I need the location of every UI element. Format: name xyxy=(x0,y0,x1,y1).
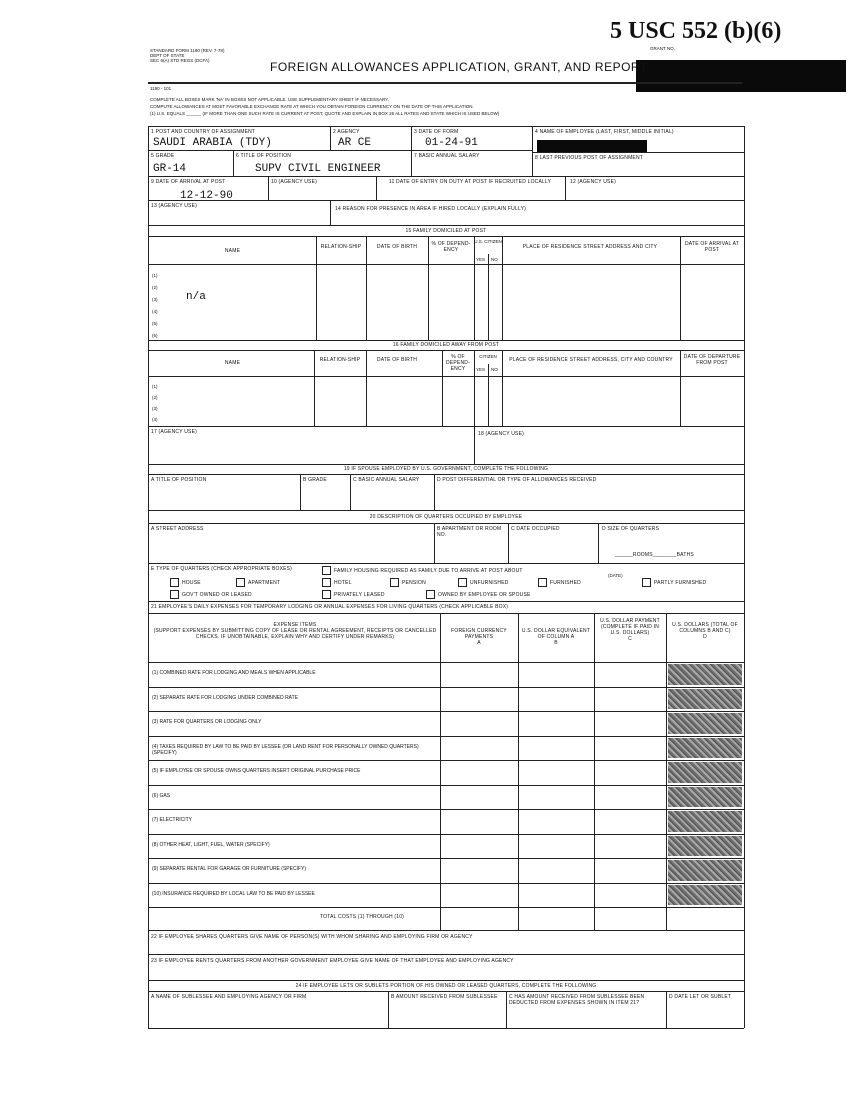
section-22-label: 22 IF EMPLOYEE SHARES QUARTERS GIVE NAME OF PERSON(S) WITH WHOM SHARING AND EMPLOYING FIRM OR AGENCY xyxy=(151,934,473,940)
expense-item-label: (1) COMBINED RATE FOR LODGING AND MEALS WHEN APPLICABLE xyxy=(152,670,316,676)
expense-row-divider xyxy=(148,711,744,712)
apartment-label: B APARTMENT OR ROOM NO. xyxy=(437,526,502,538)
total-costs-label: TOTAL COSTS (1) THROUGH (10) xyxy=(320,914,405,920)
date-of-form-label: 3 DATE OF FORM xyxy=(414,129,459,135)
date-sublet-label: D DATE LET OR SUBLET xyxy=(669,994,732,1000)
apartment-option[interactable] xyxy=(236,578,280,587)
expense-item-label: (3) RATE FOR QUARTERS OR LODGING ONLY xyxy=(152,719,262,725)
expense-row-divider xyxy=(148,834,744,835)
s16-relationship-header: RELATION-SHIP xyxy=(319,357,361,363)
expense-item-label: (5) IF EMPLOYEE OR SPOUSE OWNS QUARTERS INSERT ORIGINAL PURCHASE PRICE xyxy=(152,768,361,774)
s15-dependency-header: % OF DEPEND-ENCY xyxy=(431,241,471,253)
sublessee-name-label: A NAME OF SUBLESSEE AND EMPLOYING AGENCY OR FIRM xyxy=(151,994,307,1000)
agency-use-13-label: 13 (AGENCY USE) xyxy=(151,203,197,209)
expense-row-divider xyxy=(148,883,744,884)
position-title-value: SUPV CIVIL ENGINEER xyxy=(255,163,381,175)
grade-label: 5 GRADE xyxy=(151,153,175,159)
expense-item-label: (6) GAS xyxy=(152,792,171,799)
family-housing-option[interactable] xyxy=(322,566,523,575)
expense-item-label: (8) OTHER HEAT, LIGHT, FUEL, WATER (SPECIFY) xyxy=(152,841,270,848)
expense-row-divider xyxy=(148,785,744,786)
grant-number-label: GRANT NO. xyxy=(650,46,675,51)
date-occupied-label: C DATE OCCUPIED xyxy=(511,526,560,532)
expense-row-divider xyxy=(148,809,744,810)
furnished-checkbox[interactable] xyxy=(538,578,547,587)
spouse-salary-label: C BASIC ANNUAL SALARY xyxy=(353,477,420,483)
s16-name-header: NAME xyxy=(224,360,241,366)
arrival-date-value: 12-12-90 xyxy=(180,190,233,202)
section-24-title: 24 IF EMPLOYEE LETS OR SUBLETS PORTION OF HIS OWNED OR LEASED QUARTERS, COMPLETE THE FOLLOWING xyxy=(295,983,597,989)
agency-use-10-label: 10 (AGENCY USE) xyxy=(271,179,317,185)
redacted-total-cell xyxy=(668,713,742,734)
agency-value: AR CE xyxy=(338,137,372,149)
date-of-form-value: 01-24-91 xyxy=(425,137,478,149)
s15-yes-header: YES xyxy=(476,257,486,262)
furnished-option[interactable] xyxy=(538,578,581,587)
redacted-total-cell xyxy=(668,738,742,759)
expense-row-divider xyxy=(148,907,744,908)
apartment-option-label: APARTMENT xyxy=(248,579,281,586)
s16-residence-header: PLACE OF RESIDENCE STREET ADDRESS, CITY AND COUNTRY xyxy=(509,357,673,363)
redacted-total-cell xyxy=(668,885,742,906)
govt-owned-checkbox[interactable] xyxy=(170,590,179,599)
family-housing-checkbox[interactable] xyxy=(322,566,331,575)
govt-owned-option[interactable] xyxy=(170,590,252,599)
s15-citizen-header: U.S. CITIZEN xyxy=(474,239,502,244)
rooms-baths-line: ______ROOMS________BATHS xyxy=(615,552,694,558)
partly-furnished-checkbox[interactable] xyxy=(642,578,651,587)
hotel-checkbox[interactable] xyxy=(322,578,331,587)
redacted-total-cell xyxy=(668,689,742,710)
form-code: 1190 - 101 xyxy=(150,86,172,91)
s15-relationship-header: RELATION-SHIP xyxy=(320,244,362,250)
col-b-header: U.S. DOLLAR EQUIVALENT OF COLUMN A B xyxy=(521,628,591,646)
redaction-block xyxy=(636,60,846,92)
house-label: HOUSE xyxy=(182,579,201,586)
house-option[interactable] xyxy=(170,578,201,587)
govt-owned-label: GOV'T OWNED OR LEASED xyxy=(182,591,252,598)
privately-leased-option[interactable] xyxy=(322,590,385,599)
redacted-total-cell xyxy=(668,762,742,783)
pension-checkbox[interactable] xyxy=(390,578,399,587)
s16-row-numbers: (1) (2) (3) (4) xyxy=(152,384,158,422)
s15-row-numbers: (1) (2) (3) (4) (5) (6) xyxy=(152,273,158,338)
redacted-total-cell xyxy=(668,787,742,808)
expense-row-divider xyxy=(148,760,744,761)
s16-departure-header: DATE OF DEPARTURE FROM POST xyxy=(683,354,741,366)
spouse-allowances-label: D POST DIFFERENTIAL OR TYPE OF ALLOWANCES RECEIVED xyxy=(437,477,597,483)
size-of-quarters-label: D SIZE OF QUARTERS xyxy=(602,526,660,532)
type-of-quarters-label: E TYPE OF QUARTERS (CHECK APPROPRIATE BOXES) xyxy=(151,566,293,572)
instructions-line-1: COMPLETE ALL BOXES MARK 'NA' IN BOXES NOT APPLICABLE. USE SUPPLEMENTARY SHEET IF NECESSARY. xyxy=(150,97,389,102)
unfurnished-label: UNFURNISHED xyxy=(470,579,509,586)
s15-dob-header: DATE OF BIRTH xyxy=(376,244,418,250)
col-c-header: U.S. DOLLAR PAYMENT (COMPLETE IF PAID IN U.S. DOLLARS) C xyxy=(600,618,660,642)
redacted-total-cell xyxy=(668,836,742,857)
agency-label: 2 AGENCY xyxy=(333,129,360,135)
s16-citizen-header: CITIZEN xyxy=(479,354,497,359)
grade-value: GR-14 xyxy=(153,163,187,175)
form-id: STANDARD FORM 1190 (REV. 7-78) DEPT OF STATE SEC 6(A) STD REGS (DCFA) xyxy=(150,48,225,63)
salary-label: 7 BASIC ANNUAL SALARY xyxy=(414,153,480,159)
agency-use-18-label: 18 (AGENCY USE) xyxy=(478,431,524,437)
s16-yes-header: YES xyxy=(476,367,486,372)
expense-row-divider xyxy=(148,687,744,688)
form-title: FOREIGN ALLOWANCES APPLICATION, GRANT, AND REPORT xyxy=(270,60,648,74)
agency-use-12-label: 12 (AGENCY USE) xyxy=(570,179,616,185)
amount-received-label: B AMOUNT RECEIVED FROM SUBLESSEE xyxy=(391,994,498,1000)
post-country-value: SAUDI ARABIA (TDY) xyxy=(153,137,272,149)
privately-leased-checkbox[interactable] xyxy=(322,590,331,599)
family-housing-label: FAMILY HOUSING REQUIRED AS FAMILY DUE TO ARRIVE AT POST ABOUT xyxy=(334,567,523,574)
spouse-position-label: A TITLE OF POSITION xyxy=(151,477,207,483)
col-a-header: FOREIGN CURRENCY PAYMENTS A xyxy=(451,628,507,646)
baths-label: BATHS xyxy=(676,552,694,558)
owned-by-employee-option[interactable] xyxy=(426,590,531,599)
spouse-grade-label: B GRADE xyxy=(303,477,327,483)
amount-deducted-label: C HAS AMOUNT RECEIVED FROM SUBLESSEE BEEN DEDUCTED FROM EXPENSES SHOWN IN ITEM 21? xyxy=(509,994,645,1006)
unfurnished-checkbox[interactable] xyxy=(458,578,467,587)
rooms-label: ROOMS xyxy=(632,552,653,558)
last-post-label: 8 LAST PREVIOUS POST OF ASSIGNMENT xyxy=(535,155,644,161)
partly-furnished-option[interactable] xyxy=(642,578,706,587)
owned-by-employee-checkbox[interactable] xyxy=(426,590,435,599)
reason-for-presence-label: 14 REASON FOR PRESENCE IN AREA IF HIRED LOCALLY (EXPLAIN FULLY) xyxy=(335,206,526,212)
s16-no-header: NO xyxy=(491,367,498,372)
expense-items-header: EXPENSE ITEMS (SUPPORT EXPENSES BY SUBMITTING COPY OF LEASE OR RENTAL AGREEMENT, RECEIPTS OR CANCELLED CHECKS. IF UNOBTAINABLE, EXPLAIN WHY AND CERTIFY UNDER REMARKS) xyxy=(153,622,437,640)
privately-leased-label: PRIVATELY LEASED xyxy=(334,591,385,598)
section-15-title: 15 FAMILY DOMICILED AT POST xyxy=(405,228,487,234)
s15-entry-na: n/a xyxy=(186,291,206,303)
section-23-label: 23 IF EMPLOYEE RENTS QUARTERS FROM ANOTHER GOVERNMENT EMPLOYEE GIVE NAME OF THAT EMPLOYEE AND EMPLOYING AGENCY xyxy=(151,958,514,964)
partly-furnished-label: PARTLY FURNISHED xyxy=(654,579,707,586)
pension-option[interactable] xyxy=(390,578,426,587)
col-d-header: U.S. DOLLARS (TOTAL OF COLUMNS B AND C) D xyxy=(672,622,738,640)
hotel-option[interactable] xyxy=(322,578,352,587)
s16-dob-header: DATE OF BIRTH xyxy=(376,357,418,363)
s15-name-header: NAME xyxy=(224,248,241,254)
redacted-total-cell xyxy=(668,860,742,881)
section-16-title: 16 FAMILY DOMICILED AWAY FROM POST xyxy=(392,342,500,348)
s15-residence-header: PLACE OF RESIDENCE STREET ADDRESS AND CITY xyxy=(522,244,658,250)
s16-dependency-header: % OF DEPEND-ENCY xyxy=(446,354,470,372)
agency-use-17-label: 17 (AGENCY USE) xyxy=(151,429,197,435)
expense-row-divider xyxy=(148,736,744,737)
expense-item-label: (9) SEPARATE RENTAL FOR GARAGE OR FURNITURE (SPECIFY) xyxy=(152,866,306,872)
section-19-title: 19 IF SPOUSE EMPLOYED BY U.S. GOVERNMENT, COMPLETE THE FOLLOWING xyxy=(343,466,549,472)
position-title-label: 6 TITLE OF POSITION xyxy=(236,153,292,159)
unfurnished-option[interactable] xyxy=(458,578,509,587)
redacted-total-cell xyxy=(668,664,742,685)
street-address-label: A STREET ADDRESS xyxy=(151,526,204,532)
house-checkbox[interactable] xyxy=(170,578,179,587)
section-20-title: 20 DESCRIPTION OF QUARTERS OCCUPIED BY EMPLOYEE xyxy=(369,514,523,520)
expense-item-label: (2) SEPARATE RATE FOR LODGING UNDER COMBINED RATE xyxy=(152,694,299,701)
entry-on-duty-label: 11 DATE OF ENTRY ON DUTY AT POST IF RECRUITED LOCALLY xyxy=(388,179,552,185)
expense-row-divider xyxy=(148,858,744,859)
post-country-label: 1 POST AND COUNTRY OF ASSIGNMENT xyxy=(151,129,256,135)
expense-item-label: (7) ELECTRICITY xyxy=(152,817,193,823)
instructions-line-3: (1) U.S. EQUALS ______ (IF MORE THAN ONE SUCH RATE IS CURRENT AT POST, QUOTE AND EXPLAIN IN BOX 26 ALL RATES AND STATE WHICH IS USED BELOW) xyxy=(150,111,500,116)
s15-arrival-header: DATE OF ARRIVAL AT POST xyxy=(685,241,739,253)
expense-item-label: (10) INSURANCE REQUIRED BY LOCAL LAW TO BE PAID BY LESSEE xyxy=(152,890,315,897)
expense-item-label: (4) TAXES REQUIRED BY LAW TO BE PAID BY LESSEE (OR LAND RENT FOR PERSONALLY OWNED QUARTERS) (SPECIFY) xyxy=(152,743,419,756)
arrival-date-label: 9 DATE OF ARRIVAL AT POST xyxy=(151,179,226,185)
employee-name-label: 4 NAME OF EMPLOYEE (LAST, FIRST, MIDDLE INITIAL) xyxy=(535,129,674,135)
owned-by-employee-label: OWNED BY EMPLOYEE OR SPOUSE xyxy=(438,591,531,598)
apartment-checkbox[interactable] xyxy=(236,578,245,587)
s15-no-header: NO xyxy=(491,257,498,262)
pension-label: PENSION xyxy=(402,579,426,586)
hotel-label: HOTEL xyxy=(334,579,352,586)
redacted-total-cell xyxy=(668,811,742,832)
date-label: (DATE) xyxy=(608,573,623,578)
section-21-title: 21 EMPLOYEE'S DAILY EXPENSES FOR TEMPORARY LODGING OR ANNUAL EXPENSES FOR LIVING QUARTERS (CHECK APPLICABLE BOX) xyxy=(151,604,509,610)
furnished-label: FURNISHED xyxy=(550,579,581,586)
foia-exemption-stamp: 5 USC 552 (b)(6) xyxy=(610,18,782,44)
instructions-line-2: COMPUTE ALLOWANCES AT MOST FAVORABLE EXCHANGE RATE AT WHICH YOU OBTAIN FOREIGN CURRENCY ON THE DATE OF THIS APPLICATION. xyxy=(150,104,474,109)
